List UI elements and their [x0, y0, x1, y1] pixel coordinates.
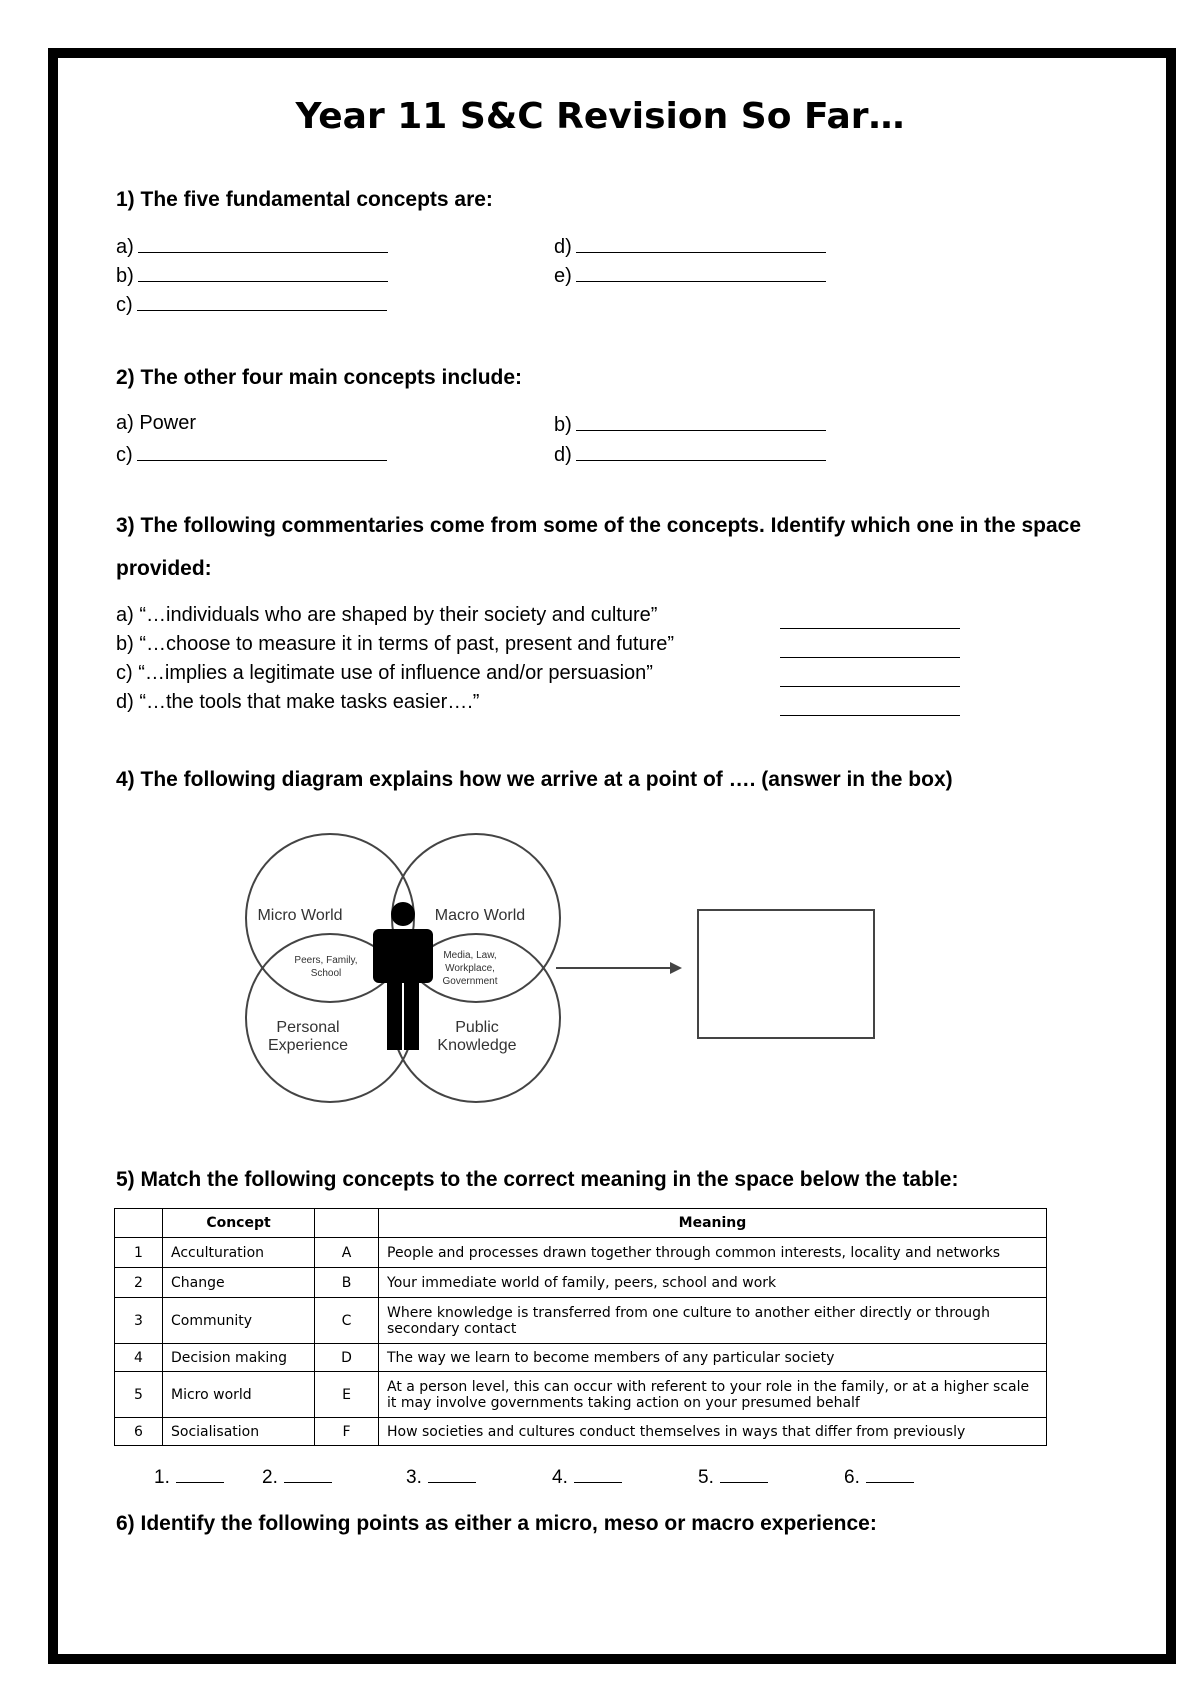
answer-blank[interactable] — [780, 610, 960, 629]
table-row — [115, 1344, 1047, 1372]
meaning-cell: At a person level, this can occur with referent to your role in the family, or at a higher scale it may involve governments taking action on your presumed behalf — [379, 1372, 1047, 1418]
match-answer-1[interactable] — [154, 1466, 224, 1489]
meaning-cell: People and processes drawn together through common interests, locality and networks — [379, 1238, 1047, 1268]
answer-number: 1. — [154, 1467, 170, 1488]
question-6-heading: 6) Identify the following points as either a micro, meso or macro experience: — [116, 1512, 877, 1535]
question-3-heading-line1: 3) The following commentaries come from some of the concepts. Identify which one in the space — [116, 514, 1082, 537]
column-header — [315, 1209, 379, 1238]
table-row — [115, 1298, 1047, 1344]
q2-label-b: b) — [554, 414, 572, 436]
q1-answer-a[interactable] — [116, 234, 388, 259]
table-row — [115, 1418, 1047, 1446]
concept-meaning-table — [114, 1208, 1047, 1446]
q1-label-d: d) — [554, 236, 572, 258]
answer-blank[interactable] — [574, 1466, 622, 1483]
question-5-heading: 5) Match the following concepts to the correct meaning in the space below the table: — [116, 1168, 959, 1191]
macro-world-label: Macro World — [434, 907, 526, 924]
q2-answer-d[interactable] — [554, 442, 826, 467]
match-answer-3[interactable] — [406, 1466, 476, 1489]
row-number: 4 — [115, 1344, 163, 1372]
answer-number: 4. — [552, 1467, 568, 1488]
answer-blank[interactable] — [284, 1466, 332, 1483]
table-row — [115, 1372, 1047, 1418]
table-row — [115, 1268, 1047, 1298]
letter-cell: D — [315, 1344, 379, 1372]
table-header-row — [115, 1209, 1047, 1238]
q1-answer-d[interactable] — [554, 234, 826, 259]
personal-label-1: Personal — [276, 1019, 340, 1036]
column-header: Meaning — [379, 1209, 1047, 1238]
match-answer-6[interactable] — [844, 1466, 914, 1489]
row-number: 3 — [115, 1298, 163, 1344]
answer-number: 3. — [406, 1467, 422, 1488]
q1-answer-e[interactable] — [554, 263, 826, 288]
page-title: Year 11 S&C Revision So Far… — [295, 96, 905, 137]
concept-cell: Acculturation — [163, 1238, 315, 1268]
letter-cell: F — [315, 1418, 379, 1446]
media-label-3: Government — [442, 976, 498, 987]
row-number: 2 — [115, 1268, 163, 1298]
answer-blank[interactable] — [576, 263, 826, 282]
public-label-2: Knowledge — [437, 1037, 517, 1054]
letter-cell: B — [315, 1268, 379, 1298]
meaning-cell: How societies and cultures conduct themselves in ways that differ from previously — [379, 1418, 1047, 1446]
concept-cell: Decision making — [163, 1344, 315, 1372]
media-label-1: Media, Law, — [443, 950, 497, 961]
concept-cell: Community — [163, 1298, 315, 1344]
q3-item-c: c) “…implies a legitimate use of influence and/or persuasion” — [116, 662, 653, 684]
q1-label-e: e) — [554, 265, 572, 287]
answer-blank[interactable] — [576, 412, 826, 431]
column-header: Concept — [163, 1209, 315, 1238]
peers-label-1: Peers, Family, — [294, 955, 358, 966]
q2-item-a: a) Power — [116, 412, 197, 434]
q3-item-d: d) “…the tools that make tasks easier….” — [116, 691, 480, 713]
question-2-heading: 2) The other four main concepts include: — [116, 366, 523, 389]
q3-item-b: b) “…choose to measure it in terms of past, present and future” — [116, 633, 675, 655]
q1-label-c: c) — [116, 294, 133, 316]
answer-blank[interactable] — [780, 668, 960, 687]
match-answer-4[interactable] — [552, 1466, 622, 1489]
q1-answer-b[interactable] — [116, 263, 388, 288]
q2-label-d: d) — [554, 444, 572, 466]
micro-world-label: Micro World — [257, 907, 343, 924]
q2-answer-c[interactable] — [116, 442, 387, 467]
question-1-heading: 1) The five fundamental concepts are: — [116, 188, 493, 211]
peers-label-2: School — [310, 968, 342, 979]
meaning-cell: Your immediate world of family, peers, school and work — [379, 1268, 1047, 1298]
match-answer-5[interactable] — [698, 1466, 768, 1489]
meaning-cell: Where knowledge is transferred from one culture to another either directly or through secondary contact — [379, 1298, 1047, 1344]
venn-diagram — [230, 820, 910, 1110]
answer-blank[interactable] — [866, 1466, 914, 1483]
answer-blank[interactable] — [428, 1466, 476, 1483]
row-number: 6 — [115, 1418, 163, 1446]
letter-cell: E — [315, 1372, 379, 1418]
letter-cell: A — [315, 1238, 379, 1268]
answer-blank[interactable] — [176, 1466, 224, 1483]
row-number: 1 — [115, 1238, 163, 1268]
concept-cell: Socialisation — [163, 1418, 315, 1446]
q1-answer-c[interactable] — [116, 292, 387, 317]
answer-blank[interactable] — [138, 263, 388, 282]
answer-box[interactable] — [698, 910, 874, 1038]
answer-blank[interactable] — [137, 292, 387, 311]
answer-blank[interactable] — [576, 234, 826, 253]
letter-cell: C — [315, 1298, 379, 1344]
meaning-cell: The way we learn to become members of any particular society — [379, 1344, 1047, 1372]
person-icon — [373, 902, 433, 1050]
answer-number: 6. — [844, 1467, 860, 1488]
answer-blank[interactable] — [720, 1466, 768, 1483]
q1-label-a: a) — [116, 236, 134, 258]
concept-cell: Micro world — [163, 1372, 315, 1418]
question-4-heading: 4) The following diagram explains how we arrive at a point of …. (answer in the box) — [116, 768, 953, 791]
table-row — [115, 1238, 1047, 1268]
answer-number: 5. — [698, 1467, 714, 1488]
q3-item-a: a) “…individuals who are shaped by their society and culture” — [116, 604, 658, 626]
answer-blank[interactable] — [780, 697, 960, 716]
answer-blank[interactable] — [576, 442, 826, 461]
public-label-1: Public — [455, 1019, 499, 1036]
answer-number: 2. — [262, 1467, 278, 1488]
answer-blank[interactable] — [780, 639, 960, 658]
arrow-icon — [556, 962, 682, 974]
q2-answer-b[interactable] — [554, 412, 826, 437]
question-3-heading-line2: provided: — [116, 557, 212, 580]
match-answer-2[interactable] — [262, 1466, 332, 1489]
row-number: 5 — [115, 1372, 163, 1418]
media-label-2: Workplace, — [445, 963, 495, 974]
answer-blank[interactable] — [137, 442, 387, 461]
q1-label-b: b) — [116, 265, 134, 287]
personal-label-2: Experience — [267, 1037, 349, 1054]
column-header — [115, 1209, 163, 1238]
q2-label-c: c) — [116, 444, 133, 466]
concept-cell: Change — [163, 1268, 315, 1298]
answer-blank[interactable] — [138, 234, 388, 253]
